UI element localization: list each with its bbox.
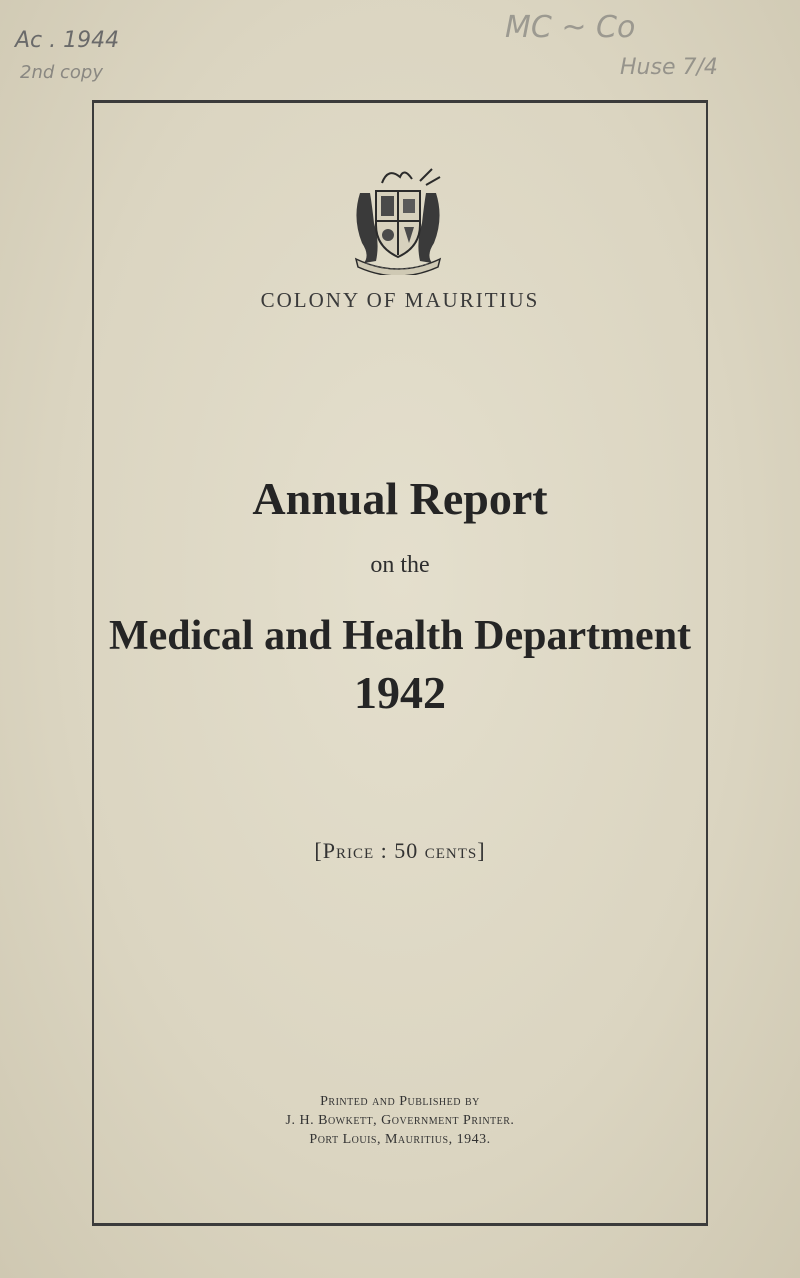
department-name: Medical and Health Department [108, 613, 692, 659]
price-line [0, 838, 800, 864]
title-connector: on the [370, 552, 430, 578]
handwritten-date-note: Huse 7/4 [620, 55, 718, 80]
colony-heading: COLONY OF MAURITIUS [260, 288, 540, 312]
imprint-line: J. H. Bowkett, Government Printer. [285, 1113, 515, 1128]
report-year: 1942 [354, 667, 446, 718]
imprint-line: Printed and Published by [320, 1094, 480, 1109]
report-title: Annual Report [252, 473, 548, 524]
handwritten-copy-note: 2nd copy [20, 62, 103, 83]
price-bracket-close: ] [477, 838, 486, 863]
price-value: : 50 cents [374, 838, 478, 863]
price-label: Price [322, 838, 375, 863]
handwritten-accession-number: Ac . 1944 [15, 28, 120, 53]
coat-of-arms-icon [342, 163, 454, 275]
price-bracket-open: [ [314, 838, 323, 863]
printer-imprint [0, 1092, 800, 1149]
imprint-line: Port Louis, Mauritius, 1943. [309, 1132, 491, 1147]
handwritten-note-top-right: MC ~ Co [505, 10, 636, 45]
